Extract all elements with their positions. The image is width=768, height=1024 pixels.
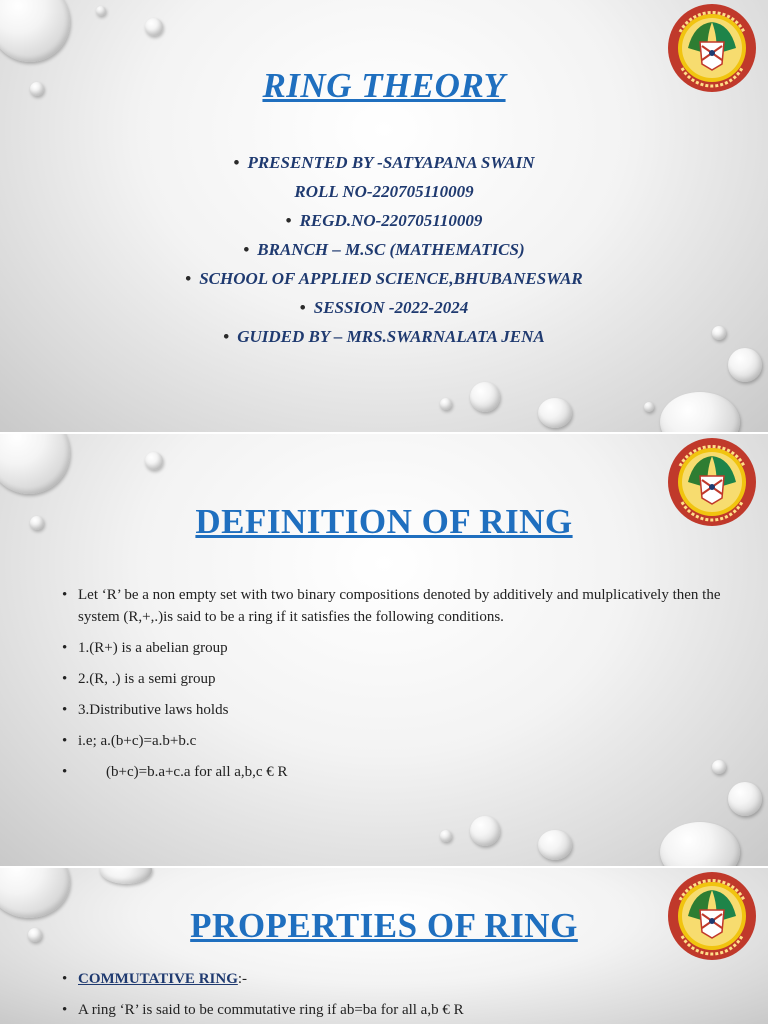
slide-properties <box>0 868 768 1024</box>
commutative-ring-heading: COMMUTATIVE RING <box>78 971 238 987</box>
credit-line: ROLL NO-220705110009 <box>294 182 474 201</box>
water-drop-icon <box>660 392 740 432</box>
definition-list <box>62 584 748 792</box>
water-drop-icon <box>470 816 500 846</box>
list-item: • i.e; a.(b+c)=a.b+b.c <box>62 730 748 752</box>
water-drop-icon <box>728 348 762 382</box>
water-drop-icon <box>145 452 163 470</box>
credit-line: • SCHOOL OF APPLIED SCIENCE,BHUBANESWAR <box>185 269 583 288</box>
credit-line: • BRANCH – M.SC (MATHEMATICS) <box>243 240 525 259</box>
list-item: • 2.(R, .) is a semi group <box>62 668 748 690</box>
list-item: • 1.(R+) is a abelian group <box>62 637 748 659</box>
water-drop-icon <box>538 830 572 860</box>
water-drop-icon <box>440 398 452 410</box>
properties-title: PROPERTIES OF RING <box>190 906 578 945</box>
list-item: • (b+c)=b.a+c.a for all a,b,c € R <box>62 761 748 783</box>
slide-title <box>0 0 768 432</box>
list-item: • Let ‘R’ be a non empty set with two binary compositions denoted by additively and mulplicatively then the system (R,+,.)is said to be a ring if it satisfies the following conditions. <box>62 584 748 628</box>
credit-line: • GUIDED BY – MRS.SWARNALATA JENA <box>223 327 545 346</box>
slide-title-heading: RING THEORY <box>262 66 506 105</box>
water-drop-icon <box>0 434 70 494</box>
water-drop-icon <box>145 18 163 36</box>
list-item: • COMMUTATIVE RING:- <box>62 968 748 990</box>
water-drop-icon <box>96 6 106 16</box>
water-drop-icon <box>100 868 152 884</box>
slide-definition <box>0 434 768 866</box>
list-item: • A ring ‘R’ is said to be commutative ring if ab=ba for all a,b € R <box>62 999 748 1021</box>
credit-line: • REGD.NO-220705110009 <box>285 211 483 230</box>
water-drop-icon <box>644 402 654 412</box>
water-drop-icon <box>538 398 572 428</box>
definition-title: DEFINITION OF RING <box>195 502 573 541</box>
water-drop-icon <box>0 0 70 62</box>
water-drop-icon <box>440 830 452 842</box>
credit-line: • PRESENTED BY -SATYAPANA SWAIN <box>233 153 535 172</box>
water-drop-icon <box>660 822 740 866</box>
water-drop-icon <box>470 382 500 412</box>
credits-list <box>0 148 768 351</box>
credit-line: • SESSION -2022-2024 <box>299 298 469 317</box>
properties-list <box>62 968 748 1024</box>
list-item: • 3.Distributive laws holds <box>62 699 748 721</box>
